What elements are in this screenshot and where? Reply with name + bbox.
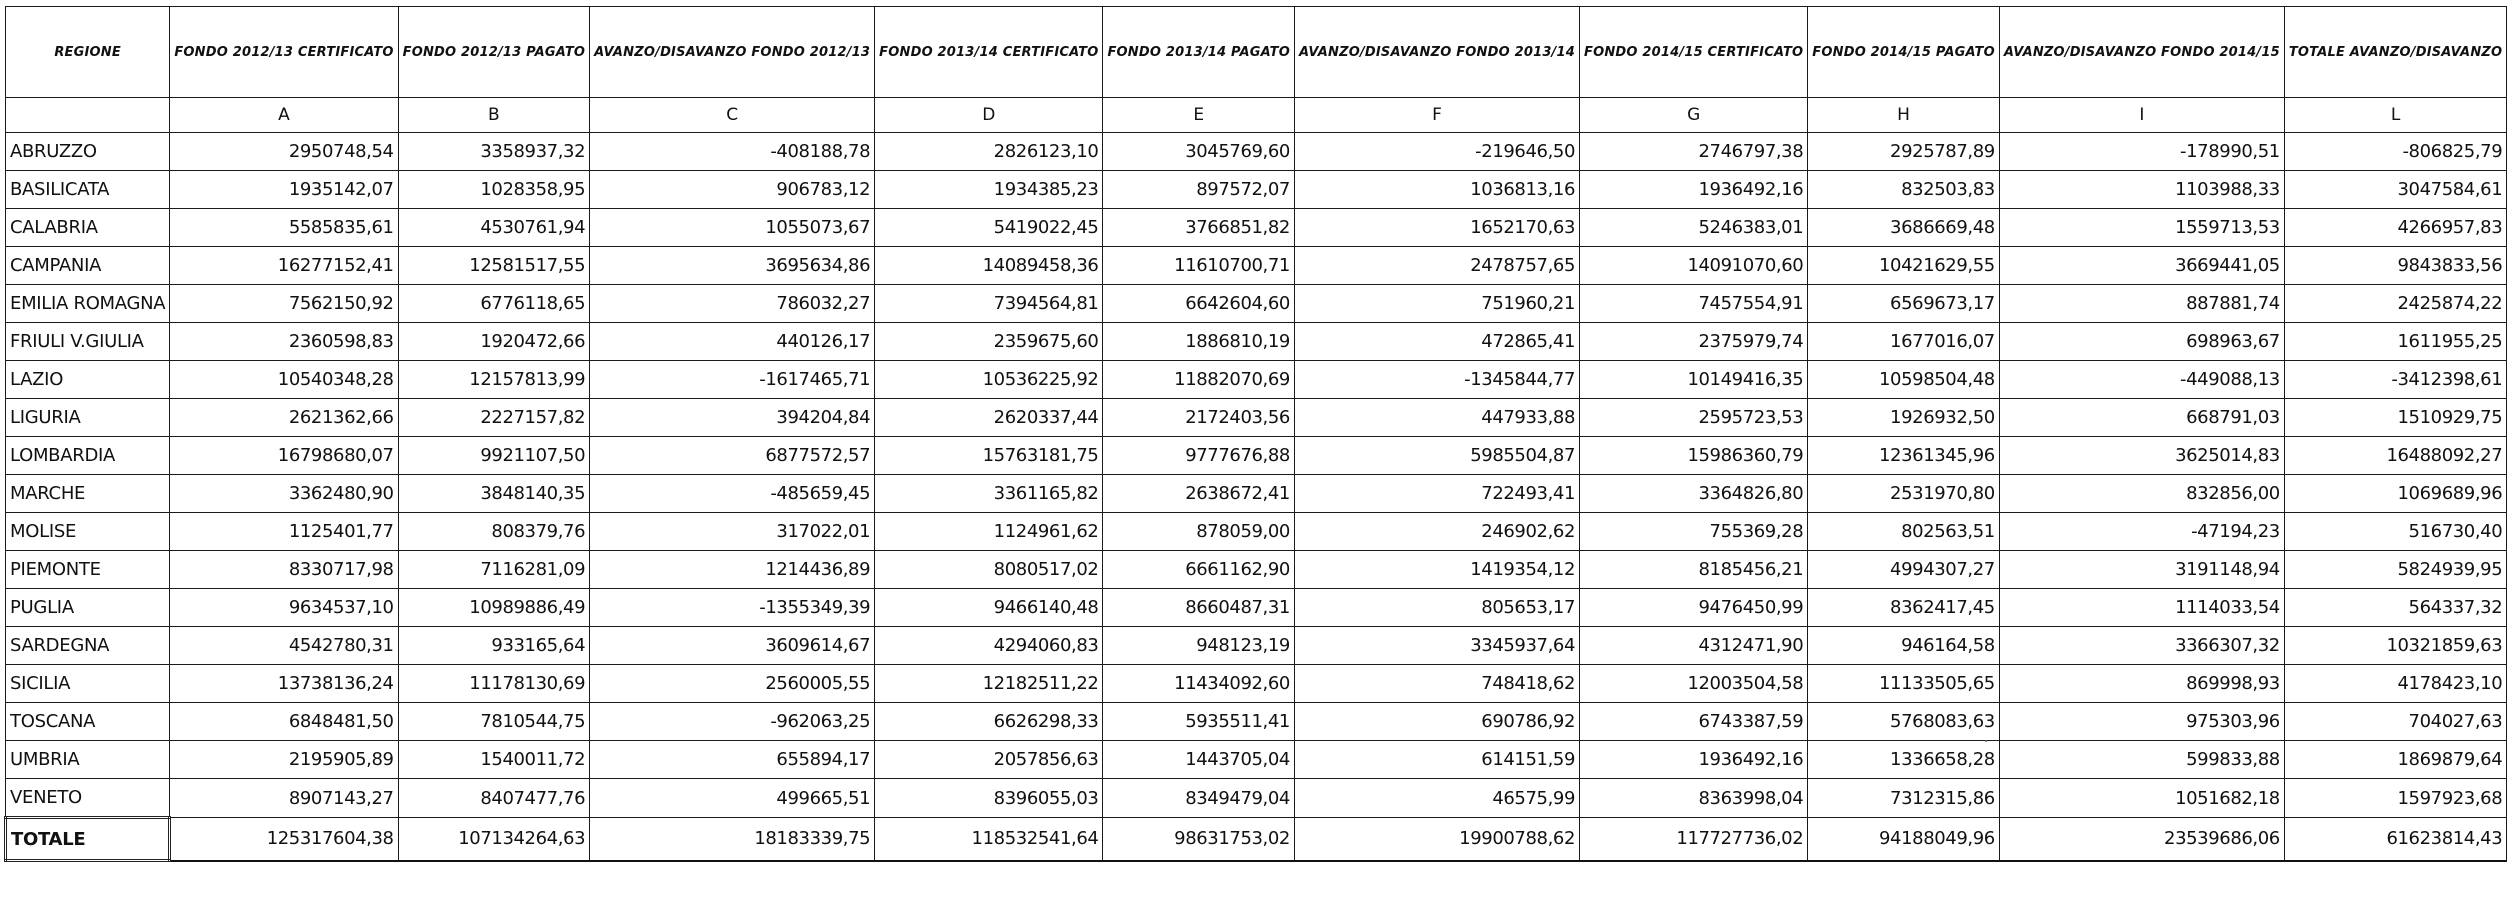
value-cell-i: 698963,67 xyxy=(1999,323,2284,361)
table-row xyxy=(6,361,2507,399)
value-cell-i: 887881,74 xyxy=(1999,285,2284,323)
value-cell-d: 12182511,22 xyxy=(875,665,1103,703)
value-cell-c: 317022,01 xyxy=(590,513,875,551)
table-row xyxy=(6,665,2507,703)
value-cell-h: 10598504,48 xyxy=(1808,361,2000,399)
value-cell-b: 10989886,49 xyxy=(398,589,590,627)
value-cell-a: 1935142,07 xyxy=(170,171,398,209)
value-cell-l: 10321859,63 xyxy=(2284,627,2506,665)
table-row xyxy=(6,323,2507,361)
value-cell-c: -1617465,71 xyxy=(590,361,875,399)
value-cell-l: 16488092,27 xyxy=(2284,437,2506,475)
value-cell-g: 8185456,21 xyxy=(1580,551,1808,589)
value-cell-g: 755369,28 xyxy=(1580,513,1808,551)
value-cell-g: 4312471,90 xyxy=(1580,627,1808,665)
value-cell-a: 2360598,83 xyxy=(170,323,398,361)
value-cell-g: 2746797,38 xyxy=(1580,133,1808,171)
header-row xyxy=(6,7,2507,98)
value-cell-f: 690786,92 xyxy=(1294,703,1579,741)
value-cell-g: 8363998,04 xyxy=(1580,779,1808,818)
value-cell-a: 16798680,07 xyxy=(170,437,398,475)
value-cell-d: 2359675,60 xyxy=(875,323,1103,361)
value-cell-g: 10149416,35 xyxy=(1580,361,1808,399)
value-cell-d: 7394564,81 xyxy=(875,285,1103,323)
value-cell-h: 802563,51 xyxy=(1808,513,2000,551)
value-cell-c: -962063,25 xyxy=(590,703,875,741)
value-cell-f: 805653,17 xyxy=(1294,589,1579,627)
value-cell-g: 2375979,74 xyxy=(1580,323,1808,361)
value-cell-d: 1934385,23 xyxy=(875,171,1103,209)
region-name-cell: VENETO xyxy=(6,779,170,818)
column-letter-a: A xyxy=(170,98,398,133)
column-header-d: FONDO 2013/14 CERTIFICATO xyxy=(875,7,1103,98)
column-header-g: FONDO 2014/15 CERTIFICATO xyxy=(1580,7,1808,98)
value-cell-i: 1559713,53 xyxy=(1999,209,2284,247)
value-cell-i: -47194,23 xyxy=(1999,513,2284,551)
value-cell-b: 7810544,75 xyxy=(398,703,590,741)
region-name-cell: UMBRIA xyxy=(6,741,170,779)
value-cell-i: 668791,03 xyxy=(1999,399,2284,437)
value-cell-h: 7312315,86 xyxy=(1808,779,2000,818)
value-cell-f: 46575,99 xyxy=(1294,779,1579,818)
table-row xyxy=(6,741,2507,779)
value-cell-i: 3625014,83 xyxy=(1999,437,2284,475)
column-header-c: AVANZO/DISAVANZO FONDO 2012/13 xyxy=(590,7,875,98)
value-cell-c: 786032,27 xyxy=(590,285,875,323)
value-cell-a: 2950748,54 xyxy=(170,133,398,171)
value-cell-c: 499665,51 xyxy=(590,779,875,818)
value-cell-l: 1510929,75 xyxy=(2284,399,2506,437)
value-cell-g: 7457554,91 xyxy=(1580,285,1808,323)
value-cell-b: 12581517,55 xyxy=(398,247,590,285)
region-name-cell: ABRUZZO xyxy=(6,133,170,171)
table-row xyxy=(6,133,2507,171)
value-cell-a: 13738136,24 xyxy=(170,665,398,703)
value-cell-e: 5935511,41 xyxy=(1103,703,1295,741)
value-cell-d: 10536225,92 xyxy=(875,361,1103,399)
region-name-cell: TOSCANA xyxy=(6,703,170,741)
value-cell-h: 3686669,48 xyxy=(1808,209,2000,247)
value-cell-i: 1114033,54 xyxy=(1999,589,2284,627)
value-cell-c: -1355349,39 xyxy=(590,589,875,627)
value-cell-e: 1886810,19 xyxy=(1103,323,1295,361)
region-name-cell: MARCHE xyxy=(6,475,170,513)
value-cell-h: 1336658,28 xyxy=(1808,741,2000,779)
total-value-d: 118532541,64 xyxy=(875,818,1103,861)
value-cell-c: 3609614,67 xyxy=(590,627,875,665)
value-cell-e: 11610700,71 xyxy=(1103,247,1295,285)
total-value-h: 94188049,96 xyxy=(1808,818,2000,861)
value-cell-e: 2172403,56 xyxy=(1103,399,1295,437)
value-cell-f: 748418,62 xyxy=(1294,665,1579,703)
value-cell-d: 1124961,62 xyxy=(875,513,1103,551)
value-cell-d: 15763181,75 xyxy=(875,437,1103,475)
value-cell-e: 11434092,60 xyxy=(1103,665,1295,703)
region-name-cell: CAMPANIA xyxy=(6,247,170,285)
region-name-cell: PIEMONTE xyxy=(6,551,170,589)
value-cell-i: -178990,51 xyxy=(1999,133,2284,171)
value-cell-h: 946164,58 xyxy=(1808,627,2000,665)
value-cell-f: -219646,50 xyxy=(1294,133,1579,171)
value-cell-c: 1214436,89 xyxy=(590,551,875,589)
value-cell-g: 15986360,79 xyxy=(1580,437,1808,475)
table-row xyxy=(6,475,2507,513)
value-cell-c: 655894,17 xyxy=(590,741,875,779)
value-cell-b: 9921107,50 xyxy=(398,437,590,475)
value-cell-i: 975303,96 xyxy=(1999,703,2284,741)
value-cell-h: 11133505,65 xyxy=(1808,665,2000,703)
value-cell-d: 3361165,82 xyxy=(875,475,1103,513)
value-cell-l: 4178423,10 xyxy=(2284,665,2506,703)
column-letter-b: B xyxy=(398,98,590,133)
column-header-a: FONDO 2012/13 CERTIFICATO xyxy=(170,7,398,98)
column-letter-l: L xyxy=(2284,98,2506,133)
table-row xyxy=(6,703,2507,741)
column-header-f: AVANZO/DISAVANZO FONDO 2013/14 xyxy=(1294,7,1579,98)
value-cell-l: -3412398,61 xyxy=(2284,361,2506,399)
column-header-i: AVANZO/DISAVANZO FONDO 2014/15 xyxy=(1999,7,2284,98)
value-cell-a: 4542780,31 xyxy=(170,627,398,665)
column-letter-row xyxy=(6,98,2507,133)
value-cell-i: 3366307,32 xyxy=(1999,627,2284,665)
value-cell-a: 10540348,28 xyxy=(170,361,398,399)
value-cell-g: 3364826,80 xyxy=(1580,475,1808,513)
value-cell-f: 1036813,16 xyxy=(1294,171,1579,209)
value-cell-d: 5419022,45 xyxy=(875,209,1103,247)
value-cell-h: 832503,83 xyxy=(1808,171,2000,209)
column-letter-e: E xyxy=(1103,98,1295,133)
value-cell-l: 1611955,25 xyxy=(2284,323,2506,361)
value-cell-e: 2638672,41 xyxy=(1103,475,1295,513)
value-cell-g: 6743387,59 xyxy=(1580,703,1808,741)
value-cell-d: 14089458,36 xyxy=(875,247,1103,285)
regional-fund-table xyxy=(4,6,2507,862)
value-cell-d: 9466140,48 xyxy=(875,589,1103,627)
value-cell-e: 11882070,69 xyxy=(1103,361,1295,399)
value-cell-g: 1936492,16 xyxy=(1580,741,1808,779)
value-cell-l: -806825,79 xyxy=(2284,133,2506,171)
value-cell-b: 6776118,65 xyxy=(398,285,590,323)
column-header-regione: REGIONE xyxy=(6,7,170,98)
value-cell-a: 6848481,50 xyxy=(170,703,398,741)
value-cell-a: 1125401,77 xyxy=(170,513,398,551)
table-row xyxy=(6,779,2507,818)
value-cell-l: 516730,40 xyxy=(2284,513,2506,551)
table-row xyxy=(6,551,2507,589)
value-cell-c: 1055073,67 xyxy=(590,209,875,247)
total-value-l: 61623814,43 xyxy=(2284,818,2506,861)
region-name-cell: EMILIA ROMAGNA xyxy=(6,285,170,323)
value-cell-a: 9634537,10 xyxy=(170,589,398,627)
value-cell-h: 6569673,17 xyxy=(1808,285,2000,323)
value-cell-f: 614151,59 xyxy=(1294,741,1579,779)
value-cell-f: 751960,21 xyxy=(1294,285,1579,323)
total-value-g: 117727736,02 xyxy=(1580,818,1808,861)
value-cell-l: 1069689,96 xyxy=(2284,475,2506,513)
value-cell-e: 6661162,90 xyxy=(1103,551,1295,589)
value-cell-a: 3362480,90 xyxy=(170,475,398,513)
column-header-l: TOTALE AVANZO/DISAVANZO xyxy=(2284,7,2506,98)
value-cell-h: 2531970,80 xyxy=(1808,475,2000,513)
value-cell-f: 1652170,63 xyxy=(1294,209,1579,247)
value-cell-i: -449088,13 xyxy=(1999,361,2284,399)
value-cell-h: 1677016,07 xyxy=(1808,323,2000,361)
value-cell-f: 2478757,65 xyxy=(1294,247,1579,285)
value-cell-f: 722493,41 xyxy=(1294,475,1579,513)
value-cell-c: 394204,84 xyxy=(590,399,875,437)
value-cell-i: 599833,88 xyxy=(1999,741,2284,779)
value-cell-e: 948123,19 xyxy=(1103,627,1295,665)
value-cell-i: 1051682,18 xyxy=(1999,779,2284,818)
value-cell-l: 564337,32 xyxy=(2284,589,2506,627)
value-cell-l: 1597923,68 xyxy=(2284,779,2506,818)
value-cell-h: 12361345,96 xyxy=(1808,437,2000,475)
value-cell-d: 2620337,44 xyxy=(875,399,1103,437)
value-cell-g: 9476450,99 xyxy=(1580,589,1808,627)
value-cell-g: 12003504,58 xyxy=(1580,665,1808,703)
value-cell-c: -485659,45 xyxy=(590,475,875,513)
value-cell-b: 1920472,66 xyxy=(398,323,590,361)
value-cell-l: 704027,63 xyxy=(2284,703,2506,741)
total-value-i: 23539686,06 xyxy=(1999,818,2284,861)
table-row xyxy=(6,589,2507,627)
value-cell-f: 3345937,64 xyxy=(1294,627,1579,665)
value-cell-c: 6877572,57 xyxy=(590,437,875,475)
value-cell-l: 9843833,56 xyxy=(2284,247,2506,285)
value-cell-e: 3766851,82 xyxy=(1103,209,1295,247)
value-cell-a: 8330717,98 xyxy=(170,551,398,589)
value-cell-c: 906783,12 xyxy=(590,171,875,209)
value-cell-e: 8660487,31 xyxy=(1103,589,1295,627)
value-cell-i: 3191148,94 xyxy=(1999,551,2284,589)
column-letter-f: F xyxy=(1294,98,1579,133)
value-cell-f: 5985504,87 xyxy=(1294,437,1579,475)
column-letter-h: H xyxy=(1808,98,2000,133)
value-cell-b: 933165,64 xyxy=(398,627,590,665)
value-cell-a: 2621362,66 xyxy=(170,399,398,437)
value-cell-e: 3045769,60 xyxy=(1103,133,1295,171)
value-cell-a: 5585835,61 xyxy=(170,209,398,247)
value-cell-g: 1936492,16 xyxy=(1580,171,1808,209)
value-cell-l: 1869879,64 xyxy=(2284,741,2506,779)
value-cell-d: 2826123,10 xyxy=(875,133,1103,171)
column-letter-g: G xyxy=(1580,98,1808,133)
value-cell-l: 3047584,61 xyxy=(2284,171,2506,209)
value-cell-c: 3695634,86 xyxy=(590,247,875,285)
value-cell-c: 440126,17 xyxy=(590,323,875,361)
value-cell-b: 8407477,76 xyxy=(398,779,590,818)
region-name-cell: PUGLIA xyxy=(6,589,170,627)
value-cell-l: 2425874,22 xyxy=(2284,285,2506,323)
region-name-cell: MOLISE xyxy=(6,513,170,551)
region-name-cell: BASILICATA xyxy=(6,171,170,209)
value-cell-h: 4994307,27 xyxy=(1808,551,2000,589)
value-cell-b: 1540011,72 xyxy=(398,741,590,779)
value-cell-g: 14091070,60 xyxy=(1580,247,1808,285)
value-cell-e: 897572,07 xyxy=(1103,171,1295,209)
value-cell-h: 8362417,45 xyxy=(1808,589,2000,627)
value-cell-i: 3669441,05 xyxy=(1999,247,2284,285)
value-cell-d: 8396055,03 xyxy=(875,779,1103,818)
value-cell-h: 1926932,50 xyxy=(1808,399,2000,437)
value-cell-l: 5824939,95 xyxy=(2284,551,2506,589)
column-letter-regione xyxy=(6,98,170,133)
value-cell-d: 4294060,83 xyxy=(875,627,1103,665)
region-name-cell: SICILIA xyxy=(6,665,170,703)
table-row xyxy=(6,285,2507,323)
value-cell-a: 16277152,41 xyxy=(170,247,398,285)
value-cell-a: 8907143,27 xyxy=(170,779,398,818)
value-cell-b: 4530761,94 xyxy=(398,209,590,247)
value-cell-b: 7116281,09 xyxy=(398,551,590,589)
total-value-b: 107134264,63 xyxy=(398,818,590,861)
total-value-e: 98631753,02 xyxy=(1103,818,1295,861)
value-cell-a: 7562150,92 xyxy=(170,285,398,323)
table-row xyxy=(6,209,2507,247)
value-cell-c: -408188,78 xyxy=(590,133,875,171)
value-cell-e: 6642604,60 xyxy=(1103,285,1295,323)
value-cell-b: 3848140,35 xyxy=(398,475,590,513)
value-cell-i: 869998,93 xyxy=(1999,665,2284,703)
value-cell-b: 2227157,82 xyxy=(398,399,590,437)
value-cell-b: 12157813,99 xyxy=(398,361,590,399)
total-value-a: 125317604,38 xyxy=(170,818,398,861)
total-row xyxy=(6,818,2507,861)
table-row xyxy=(6,399,2507,437)
table-body xyxy=(6,133,2507,861)
value-cell-d: 6626298,33 xyxy=(875,703,1103,741)
total-value-f: 19900788,62 xyxy=(1294,818,1579,861)
value-cell-i: 832856,00 xyxy=(1999,475,2284,513)
value-cell-b: 11178130,69 xyxy=(398,665,590,703)
value-cell-d: 2057856,63 xyxy=(875,741,1103,779)
value-cell-e: 878059,00 xyxy=(1103,513,1295,551)
column-header-e: FONDO 2013/14 PAGATO xyxy=(1103,7,1295,98)
total-value-c: 18183339,75 xyxy=(590,818,875,861)
value-cell-f: 246902,62 xyxy=(1294,513,1579,551)
table-row xyxy=(6,247,2507,285)
value-cell-e: 8349479,04 xyxy=(1103,779,1295,818)
region-name-cell: CALABRIA xyxy=(6,209,170,247)
value-cell-h: 5768083,63 xyxy=(1808,703,2000,741)
region-name-cell: FRIULI V.GIULIA xyxy=(6,323,170,361)
value-cell-g: 5246383,01 xyxy=(1580,209,1808,247)
value-cell-f: -1345844,77 xyxy=(1294,361,1579,399)
table-row xyxy=(6,627,2507,665)
value-cell-i: 1103988,33 xyxy=(1999,171,2284,209)
scan-speck xyxy=(1985,740,1987,742)
column-letter-c: C xyxy=(590,98,875,133)
column-header-b: FONDO 2012/13 PAGATO xyxy=(398,7,590,98)
region-name-cell: SARDEGNA xyxy=(6,627,170,665)
table-row xyxy=(6,513,2507,551)
value-cell-e: 9777676,88 xyxy=(1103,437,1295,475)
total-label: TOTALE xyxy=(6,818,170,861)
value-cell-l: 4266957,83 xyxy=(2284,209,2506,247)
value-cell-f: 472865,41 xyxy=(1294,323,1579,361)
value-cell-b: 1028358,95 xyxy=(398,171,590,209)
value-cell-h: 2925787,89 xyxy=(1808,133,2000,171)
value-cell-f: 1419354,12 xyxy=(1294,551,1579,589)
table-row xyxy=(6,171,2507,209)
column-header-h: FONDO 2014/15 PAGATO xyxy=(1808,7,2000,98)
region-name-cell: LOMBARDIA xyxy=(6,437,170,475)
value-cell-g: 2595723,53 xyxy=(1580,399,1808,437)
column-letter-d: D xyxy=(875,98,1103,133)
value-cell-f: 447933,88 xyxy=(1294,399,1579,437)
value-cell-d: 8080517,02 xyxy=(875,551,1103,589)
region-name-cell: LIGURIA xyxy=(6,399,170,437)
value-cell-h: 10421629,55 xyxy=(1808,247,2000,285)
value-cell-e: 1443705,04 xyxy=(1103,741,1295,779)
table-row xyxy=(6,437,2507,475)
value-cell-c: 2560005,55 xyxy=(590,665,875,703)
column-letter-i: I xyxy=(1999,98,2284,133)
region-name-cell: LAZIO xyxy=(6,361,170,399)
value-cell-b: 3358937,32 xyxy=(398,133,590,171)
value-cell-b: 808379,76 xyxy=(398,513,590,551)
value-cell-a: 2195905,89 xyxy=(170,741,398,779)
